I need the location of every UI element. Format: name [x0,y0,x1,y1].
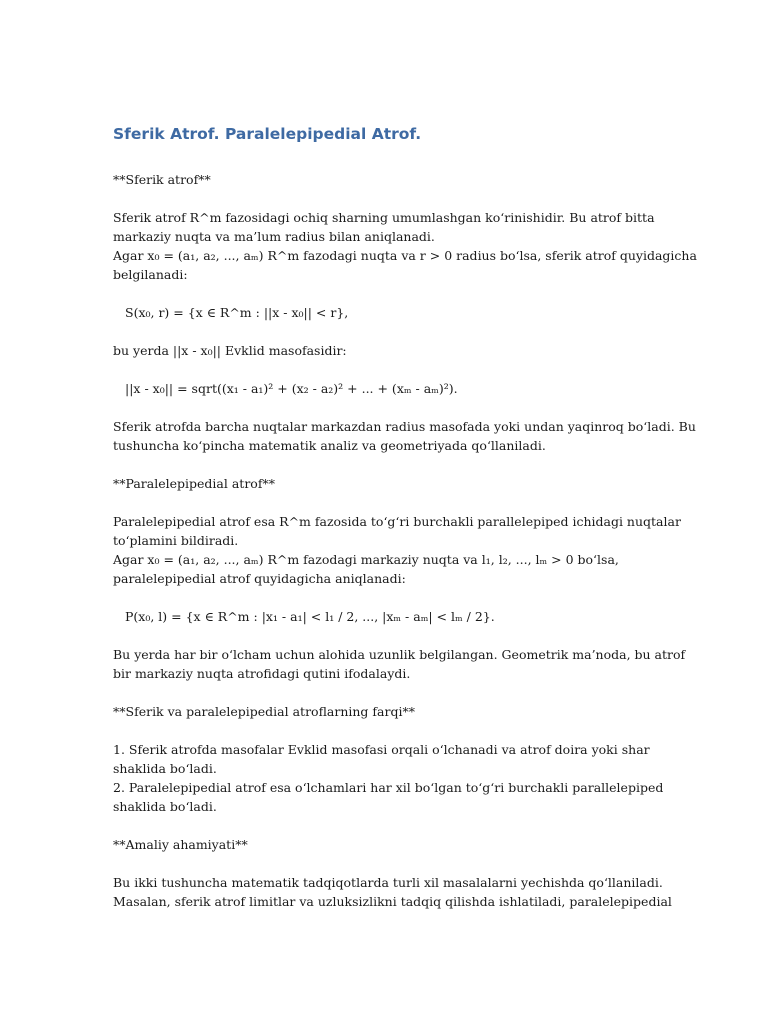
text-line: 1. Sferik atrofda masofalar Evklid masofasi orqali o‘lchanadi va atrof doira yoki shar [113,742,650,757]
text-line: bu yerda ||x - x₀|| Evklid masofasidir: [113,343,347,358]
text-line: belgilanadi: [113,267,188,282]
paragraph [113,702,658,721]
document-sections [113,170,697,911]
paragraph [113,417,696,455]
document-title: Sferik Atrof. Paralelepipedial Atrof. [113,125,422,143]
text-line: **Amaliy ahamiyati** [113,837,248,852]
text-line: Sferik atrof R^m fazosidagi ochiq sharning umumlashgan ko‘rinishidir. Bu atrof bitta [113,210,655,225]
text-line: 2. Paralelepipedial atrof esa o‘lchamlari har xil bo‘lgan to‘g‘ri burchakli parallelepiped [113,780,664,795]
text-line: Paralelepipedial atrof esa R^m fazosida to‘g‘ri burchakli parallelepiped ichidagi nuqtalar [113,514,681,529]
text-line: shaklida bo‘ladi. [113,761,217,776]
text-line: paralelepipedial atrof quyidagicha aniqlanadi: [113,571,406,586]
formula-paragraph [113,303,658,322]
text-line: Bu yerda har bir o‘lcham uchun alohida uzunlik belgilangan. Geometrik ma’noda, bu atrof [113,647,686,662]
text-line: Sferik atrofda barcha nuqtalar markazdan radius masofada yoki undan yaqinroq bo‘ladi. Bu [113,419,696,434]
text-line: Bu ikki tushuncha matematik tadqiqotlarda turli xil masalalarni yechishda qo‘llaniladi. [113,875,663,890]
text-line: **Sferik atrof** [113,172,211,187]
paragraph [113,645,686,683]
paragraph [113,740,664,816]
formula-paragraph [113,379,658,398]
text-line: tushuncha ko‘pincha matematik analiz va geometriyada qo‘llaniladi. [113,438,546,453]
paragraph [113,170,658,189]
text-line: to‘plamini bildiradi. [113,533,239,548]
text-line: **Paralelepipedial atrof** [113,476,275,491]
paragraph [113,341,658,360]
text-line: Masalan, sferik atrof limitlar va uzluksizlikni tadqiq qilishda ishlatiladi, paralelepipedial [113,894,672,909]
text-line: shaklida bo‘ladi. [113,799,217,814]
text-line: markaziy nuqta va ma’lum radius bilan aniqlanadi. [113,229,435,244]
text-line: Agar x₀ = (a₁, a₂, ..., aₘ) R^m fazodagi markaziy nuqta va l₁, l₂, ..., lₘ > 0 bo‘lsa, [113,552,619,567]
paragraph [113,208,697,284]
text-line: Agar x₀ = (a₁, a₂, ..., aₘ) R^m fazodagi nuqta va r > 0 radius bo‘lsa, sferik atrof quyidagicha [113,248,697,263]
document-body [113,122,697,930]
text-line: ||x - x₀|| = sqrt((x₁ - a₁)² + (x₂ - a₂)² + ... + (xₘ - aₘ)²). [125,381,458,396]
paragraph [113,873,672,911]
text-line: **Sferik va paralelepipedial atroflarning farqi** [113,704,415,719]
formula-paragraph [113,607,658,626]
text-line: bir markaziy nuqta atrofidagi qutini ifodalaydi. [113,666,411,681]
paragraph [113,835,658,854]
paragraph [113,512,681,588]
text-line: P(x₀, l) = {x ∈ R^m : |x₁ - a₁| < l₁ / 2, ..., |xₘ - aₘ| < lₘ / 2}. [125,609,495,624]
text-line: S(x₀, r) = {x ∈ R^m : ||x - x₀|| < r}, [125,305,349,320]
paragraph [113,474,658,493]
